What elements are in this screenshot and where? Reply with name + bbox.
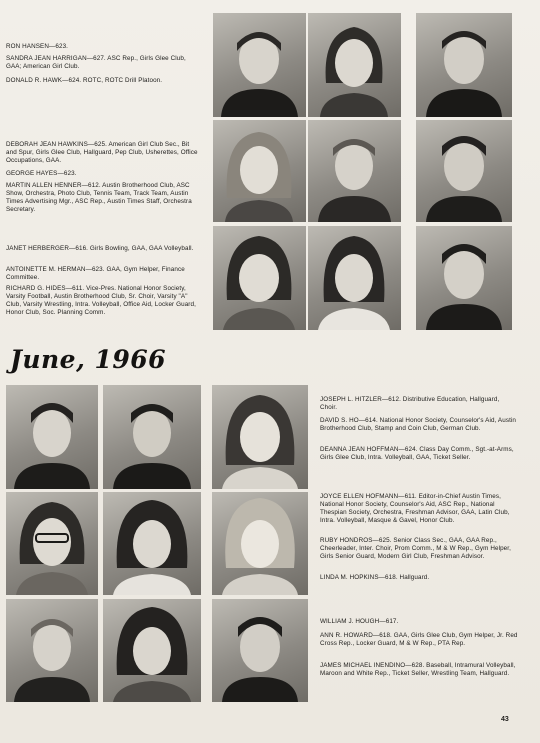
page-number: 43 bbox=[501, 716, 509, 723]
student-portrait bbox=[103, 492, 201, 595]
student-name: DONALD R. HAWK bbox=[6, 77, 63, 84]
student-details: —624. Class Day Comm., Sgt.-at-Arms, Girls Glee Club, Intra. Volleyball, GAA, Ticket Seller. bbox=[320, 446, 514, 461]
student-portrait bbox=[416, 226, 512, 330]
student-details: —611. Vice-Pres. National Honor Society, Varsity Football, Austin Brotherhood Club, Sr. Choir, Varsity "A" Club, Varsity Wrestling, Intra. Volleyball, Office Aid, Locker Guard, Honor Club, Soc. Planning Comm. bbox=[6, 285, 196, 316]
student-entry bbox=[320, 662, 518, 678]
student-name: JAMES MICHAEL INENDINO bbox=[320, 662, 406, 669]
student-portrait bbox=[212, 492, 308, 595]
student-name: WILLIAM J. HOUGH bbox=[320, 618, 380, 625]
student-portrait bbox=[416, 13, 512, 117]
student-details: —623. bbox=[57, 170, 77, 177]
student-portrait bbox=[6, 385, 98, 489]
graduation-date-heading: June, 1966 bbox=[10, 345, 167, 374]
student-name: LINDA M. HOPKINS bbox=[320, 574, 379, 581]
student-portrait bbox=[213, 120, 306, 222]
student-details: —614. National Honor Society, Counselor's Aid, Austin Brotherhood Club, Stamp and Coin Club, German Club. bbox=[320, 417, 517, 432]
student-entry bbox=[6, 141, 201, 165]
student-details: —627. ASC Rep., Girls Glee Club, GAA; American Girl Club. bbox=[6, 55, 186, 70]
student-name: SANDRA JEAN HARRIGAN bbox=[6, 55, 87, 62]
student-portrait bbox=[213, 226, 306, 330]
student-name: MARTIN ALLEN HENNER bbox=[6, 182, 82, 189]
student-entry bbox=[6, 182, 201, 214]
student-portrait bbox=[212, 385, 308, 489]
student-entry bbox=[320, 537, 518, 561]
student-name: DAVID S. HO bbox=[320, 417, 359, 424]
student-entry bbox=[320, 417, 518, 433]
student-details: —618. GAA, Girls Glee Club, Gym Helper, Jr. Red Cross Rep., Locker Guard, M & W Rep., PTA Rep. bbox=[320, 632, 518, 647]
student-name: GEORGE HAYES bbox=[6, 170, 58, 177]
student-details: —616. Girls Bowling, GAA, GAA Volleyball. bbox=[68, 245, 194, 252]
student-details: —618. Hallguard. bbox=[378, 574, 430, 581]
student-portrait bbox=[6, 492, 98, 595]
student-name: JOYCE ELLEN HOFMANN bbox=[320, 493, 399, 500]
student-name: RUBY HONDROS bbox=[320, 537, 373, 544]
student-details: —623. bbox=[48, 43, 69, 50]
student-portrait bbox=[308, 226, 401, 330]
student-name: RON HANSEN bbox=[6, 43, 49, 50]
student-details: —625. American Girl Club Sec., Bit and Spur, Girls Glee Club, Hallguard, Pep Club, Usherettes, Office Occupations, GAA. bbox=[6, 141, 198, 164]
student-entry bbox=[320, 493, 518, 525]
student-portrait bbox=[308, 13, 401, 117]
student-details: —628. Baseball, Intramural Volleyball, Maroon and White Rep., Ticket Seller, Wrestling Team, Hallguard. bbox=[320, 662, 516, 677]
student-portrait bbox=[212, 599, 308, 702]
student-name: JOSEPH L. HITZLER bbox=[320, 396, 382, 403]
student-details: —611. Editor-in-Chief Austin Times, National Honor Society, Counselor's Aid, ASC Rep., National Thespian Society, Orchestra, Freshman Advisor, GAA, Latin Club, Intra. Volleyball, Masque & Gavel, Honor Club. bbox=[320, 493, 510, 524]
student-details: —625. Senior Class Sec., GAA, GAA Rep., Cheerleader, Inter. Choir, Prom Comm., M & W Rep., Gym Helper, Girls Senior Guard, Modern Girl Club, Freshman Advisor. bbox=[320, 537, 511, 560]
student-portrait bbox=[308, 120, 401, 222]
student-entry bbox=[6, 266, 201, 282]
student-name: ANTOINETTE M. HERMAN bbox=[6, 266, 86, 273]
student-entry bbox=[320, 618, 518, 626]
student-details: —624. ROTC, ROTC Drill Platoon. bbox=[62, 77, 163, 84]
student-details: —612. Austin Brotherhood Club, ASC Show, Orchestra, Photo Club, Tennis Team, Track Team, Austin Times Advertising Mgr., ASC Rep., Austin Times Staff, Orchestra Secretary. bbox=[6, 182, 192, 213]
student-details: —617. bbox=[379, 618, 399, 625]
student-portrait bbox=[213, 13, 306, 117]
student-name: DEBORAH JEAN HAWKINS bbox=[6, 141, 88, 148]
student-entry bbox=[320, 632, 518, 648]
student-entry bbox=[6, 77, 201, 85]
student-entry bbox=[6, 245, 201, 253]
student-entry bbox=[320, 396, 518, 412]
student-entry bbox=[320, 446, 518, 462]
student-portrait bbox=[416, 120, 512, 222]
student-entry bbox=[320, 574, 518, 582]
student-entry bbox=[6, 285, 201, 317]
student-portrait bbox=[6, 599, 98, 702]
student-entry bbox=[6, 170, 201, 178]
student-name: JANET HERBERGER bbox=[6, 245, 69, 252]
student-name: ANN R. HOWARD bbox=[320, 632, 373, 639]
student-details: —623. GAA, Gym Helper, Finance Committee. bbox=[6, 266, 185, 281]
student-portrait bbox=[103, 385, 201, 489]
student-details: —612. Distributive Education, Hallguard, Choir. bbox=[320, 396, 500, 411]
student-name: RICHARD G. HIDES bbox=[6, 285, 66, 292]
student-name: DEANNA JEAN HOFFMAN bbox=[320, 446, 399, 453]
student-entry bbox=[6, 43, 201, 51]
student-portrait bbox=[103, 599, 201, 702]
student-entry bbox=[6, 55, 201, 71]
